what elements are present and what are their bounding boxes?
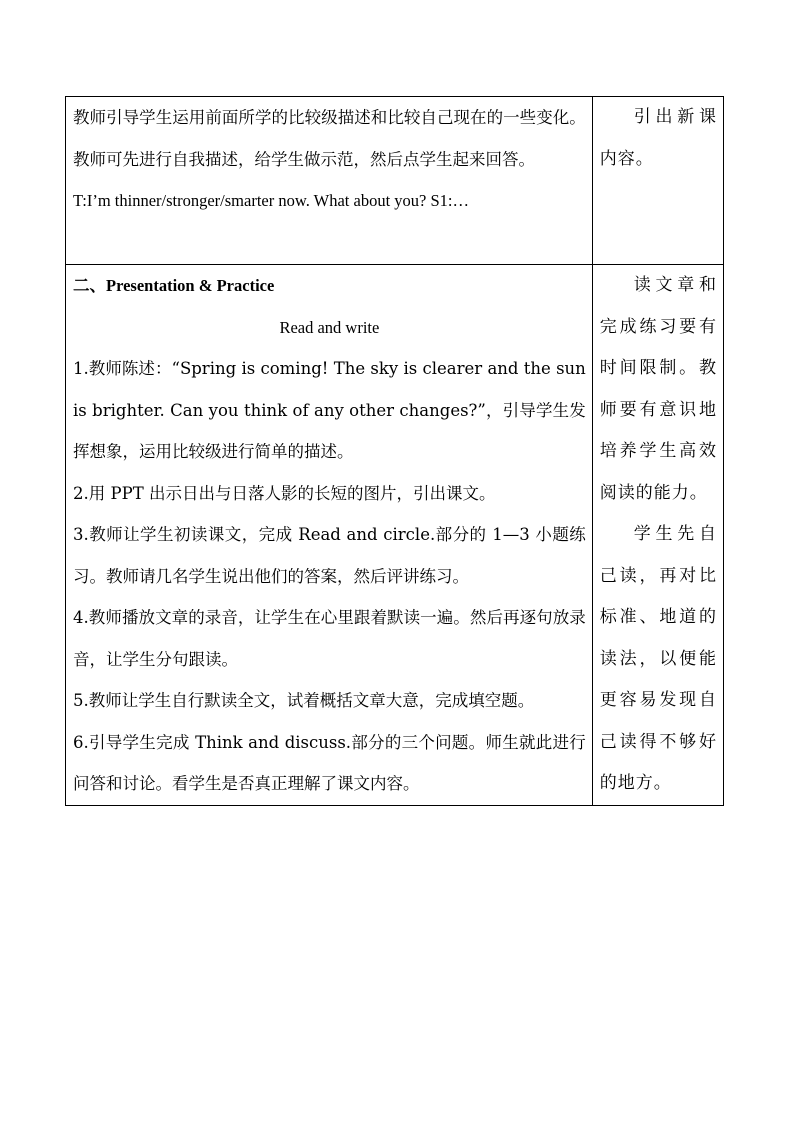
activity-cell <box>66 265 593 806</box>
step-item: 6.引导学生完成 Think and discuss.部分的三个问题。师生就此进行问答和讨论。看学生是否真正理解了课文内容。 <box>73 732 586 793</box>
warmup-dialogue: T:I’m thinner/stronger/smarter now. What about you? S1:… <box>73 191 470 210</box>
section-subheading: Read and write <box>279 317 380 337</box>
section-heading: 二、Presentation & Practice <box>73 276 275 295</box>
step-item: 3.教师让学生初读课文，完成 Read and circle.部分的 1—3 小题练习。教师请几名学生说出他们的答案，然后评讲练习。 <box>73 525 586 586</box>
step-item: 1.教师陈述：“Spring is coming! The sky is clearer and the sun is brighter. Can you think of any other changes?”，引导学生发挥想象，运用比较级进行简单的描述。 <box>73 359 586 461</box>
table-row <box>66 265 724 806</box>
purpose-note: 读文章和完成练习要有时间限制。教师要有意识地培养学生高效阅读的能力。 <box>599 275 717 503</box>
warmup-description: 教师引导学生运用前面所学的比较级描述和比较自己现在的一些变化。教师可先进行自我描述，给学生做示范，然后点学生起来回答。 <box>73 108 586 169</box>
step-item: 5.教师让学生自行默读全文，试着概括文章大意，完成填空题。 <box>73 691 535 710</box>
purpose-cell <box>592 265 723 806</box>
step-item: 4.教师播放文章的录音，让学生在心里跟着默读一遍。然后再逐句放录音，让学生分句跟读。 <box>73 608 586 669</box>
activity-cell <box>66 97 593 265</box>
purpose-note: 学生先自己读，再对比标准、地道的读法，以便能更容易发现自己读得不够好的地方。 <box>599 524 717 793</box>
lesson-plan-table <box>65 96 724 806</box>
step-item: 2.用 PPT 出示日出与日落人影的长短的图片，引出课文。 <box>73 483 496 503</box>
table-row <box>66 97 724 265</box>
purpose-cell <box>592 97 723 265</box>
purpose-note: 引出新课内容。 <box>599 107 717 169</box>
